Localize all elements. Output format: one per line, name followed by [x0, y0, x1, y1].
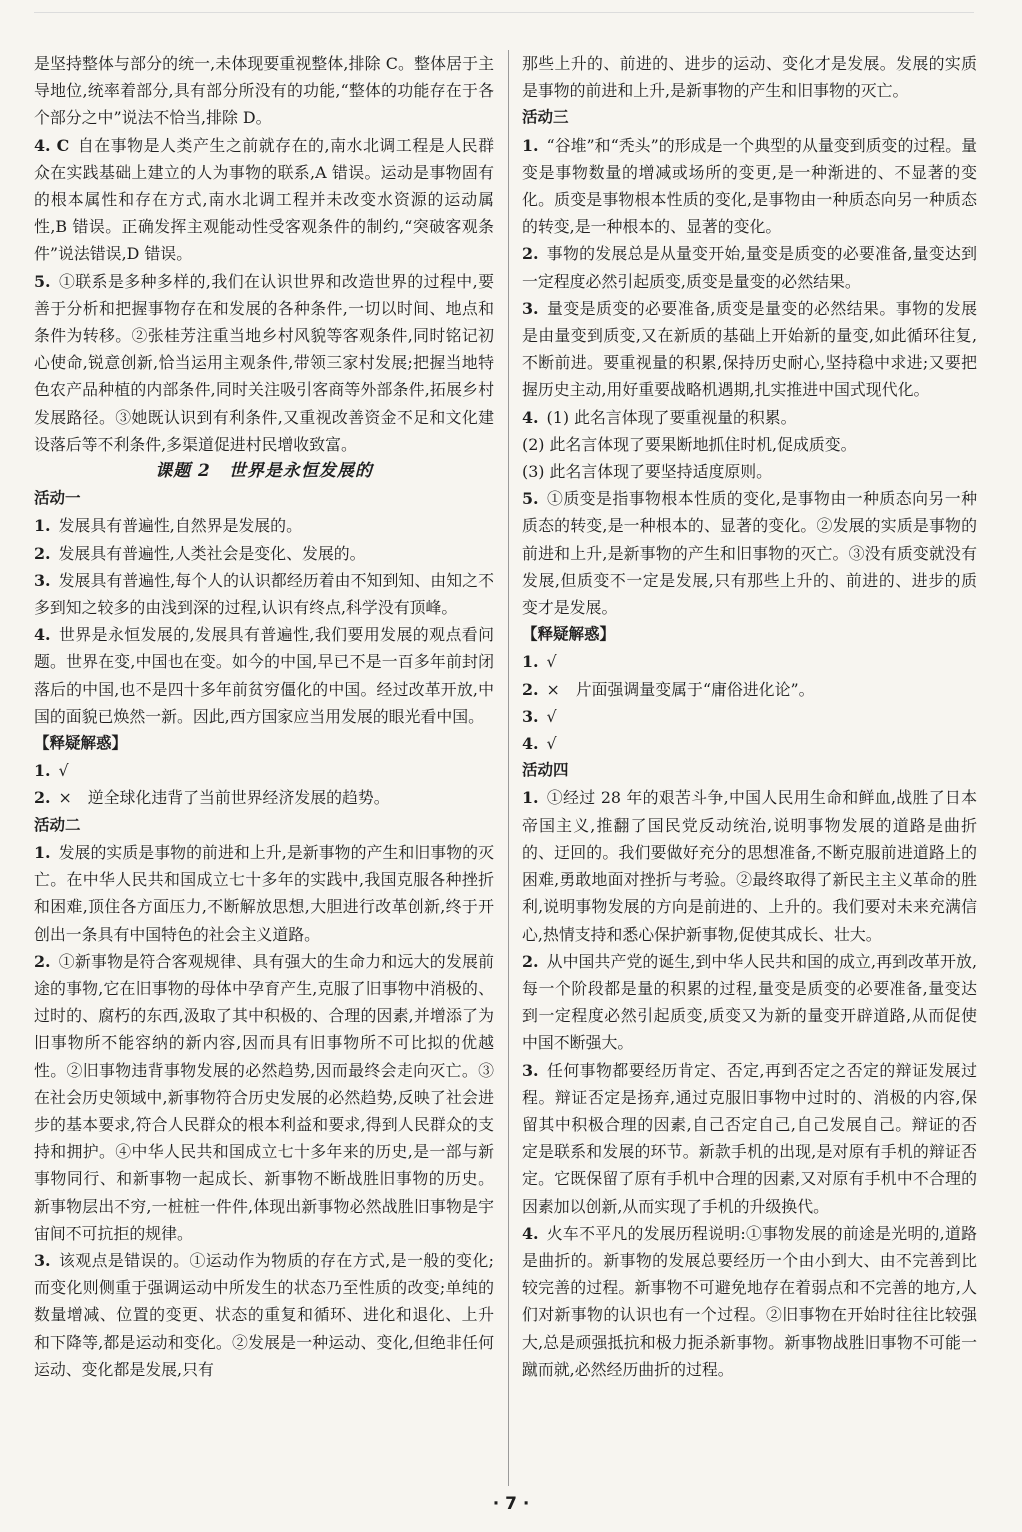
- answer-text: √: [58, 761, 69, 781]
- answer-text: √: [546, 706, 557, 726]
- answer-text: ①新事物是符合客观规律、具有强大的生命力和远大的发展前途的事物,它在旧事物的母体中孕育产生,克服了旧事物中消极的、过时的、腐朽的东西,汲取了其中积极的、合理的因素,并增添了为旧事物所不能容纳的新内容,因而具有旧事物所不可比拟的优越性。②旧事物违背事物发展的必然趋势,因而最终会走向灭亡。③在社会历史领域中,新事物符合历史发展的必然趋势,反映了社会进步的基本要求,符合人民群众的根本利益和要求,得到人民群众的支持和拥护。④中华人民共和国成立七十多年来的历史,是一部与新事物同行、和新事物一起成长、新事物不断战胜旧事物的历史。新事物层出不穷,一桩桩一件件,体现出新事物必然战胜旧事物是宇宙间不可抗拒的规律。: [34, 951, 494, 1243]
- answer-paragraph: [522, 784, 977, 947]
- answer-text: 发展具有普遍性,每个人的认识都经历着由不知到知、由知之不多到知之较多的由浅到深的过程,认识有终点,科学没有顶峰。: [34, 570, 494, 618]
- answer-number: 5.: [522, 489, 539, 509]
- answer-number: 1.: [522, 135, 539, 155]
- answer-number: 2.: [34, 543, 51, 563]
- answer-paragraph: [34, 1247, 494, 1383]
- answer-paragraph: [522, 648, 977, 675]
- section-heading: 活动一: [34, 489, 81, 508]
- answer-paragraph: [522, 404, 977, 431]
- answer-paragraph: [522, 948, 977, 1057]
- answer-number: 3.: [522, 706, 539, 726]
- answer-number: 4.: [522, 1223, 539, 1243]
- section-heading: 【释疑解惑】: [34, 734, 128, 753]
- answer-number: 3.: [34, 1250, 51, 1270]
- answer-text: 那些上升的、前进的、进步的运动、变化才是发展。发展的实质是事物的前进和上升,是新事物的产生和旧事物的灭亡。: [522, 54, 977, 101]
- answer-number: 3.: [34, 570, 51, 590]
- answer-paragraph: [522, 703, 977, 730]
- answer-text: √: [546, 652, 557, 672]
- page-number: · 7 ·: [492, 1494, 530, 1514]
- answer-number: 4.: [522, 407, 539, 427]
- right-column: [522, 50, 977, 1383]
- answer-text: √: [546, 734, 557, 754]
- answer-text: 火车不平凡的发展历程说明:①事物发展的前途是光明的,道路是曲折的。新事物的发展总要经历一个由小到大、由不完善到比较完善的过程。新事物不可避免地存在着弱点和不完善的地方,人们对新事物的认识也有一个过程。②旧事物在开始时往往比较强大,总是顽强抵抗和极力扼杀新事物。新事物战胜旧事物不可能一蹴而就,必然经历曲折的过程。: [522, 1223, 977, 1379]
- left-column: [34, 50, 494, 1383]
- answer-number: 1.: [34, 842, 51, 862]
- answer-number: 2.: [522, 679, 539, 699]
- answer-paragraph: [34, 757, 494, 784]
- answer-paragraph: [522, 485, 977, 621]
- answer-text: 量变是质变的必要准备,质变是量变的必然结果。事物的发展是由量变到质变,又在新质的基础上开始新的量变,如此循环往复,不断前进。要重视量的积累,保持历史耐心,坚持稳中求进;又要把握历史主动,用好重要战略机遇期,扎实推进中国式现代化。: [522, 298, 977, 400]
- answer-paragraph: [34, 948, 494, 1247]
- topic-title: 课题 2 世界是永恒发展的: [155, 461, 373, 482]
- answer-number: 1.: [522, 652, 539, 672]
- answer-text: ①质变是指事物根本性质的变化,是事物由一种质态向另一种质态的转变,是一种根本的、显著的变化。②发展的实质是事物的前进和上升,是新事物的产生和旧事物的灭亡。③没有质变就没有发展,但质变不一定是发展,只有那些上升的、前进的、进步的质变才是发展。: [522, 489, 977, 618]
- column-divider: [508, 50, 509, 1486]
- answer-number: 2.: [522, 951, 539, 971]
- answer-text: 从中国共产党的诞生,到中华人民共和国的成立,再到改革开放,每一个阶段都是量的积累的过程,量变是质变的必要准备,量变达到一定程度必然引起质变,质变又为新的量变开辟道路,从而促使中国不断强大。: [522, 951, 977, 1053]
- answer-text: ①经过 28 年的艰苦斗争,中国人民用生命和鲜血,战胜了日本帝国主义,推翻了国民党反动统治,说明事物发展的道路是曲折的、迂回的。我们要做好充分的思想准备,不断克服前进道路上的困难,勇敢地面对挫折与考验。②最终取得了新民主主义革命的胜利,说明事物发展的方向是前进的、上升的。我们要对未来充满信心,热情支持和悉心保护新事物,促使其成长、壮大。: [522, 788, 977, 944]
- answer-number: 1.: [34, 761, 51, 781]
- answer-number: 4.: [522, 734, 539, 754]
- answer-paragraph: [522, 240, 977, 294]
- section-heading: 活动二: [34, 815, 81, 834]
- answer-text: (1) 此名言体现了要重视量的积累。: [546, 407, 797, 427]
- answer-number: 2.: [522, 244, 539, 264]
- answer-number: 3.: [522, 1060, 539, 1080]
- answer-text: (3) 此名言体现了要坚持适度原则。: [522, 462, 773, 482]
- section-heading: 活动四: [522, 761, 569, 780]
- answer-paragraph: [522, 1057, 977, 1220]
- top-rule: [34, 12, 974, 13]
- answer-number: 2.: [34, 788, 51, 808]
- answer-paragraph: [34, 268, 494, 458]
- answer-text: 事物的发展总是从量变开始,量变是质变的必要准备,量变达到一定程度必然引起质变,质变是量变的必然结果。: [522, 244, 977, 291]
- answer-paragraph: [34, 512, 494, 539]
- answer-number: 5.: [34, 271, 51, 291]
- answer-text: 该观点是错误的。①运动作为物质的存在方式,是一般的变化;而变化则侧重于强调运动中所发生的状态乃至性质的改变;单纯的数量增减、位置的变更、状态的重复和循环、进化和退化、上升和下降等,都是运动和变化。②发展是一种运动、变化,但绝非任何运动、变化都是发展,只有: [34, 1250, 494, 1379]
- answer-paragraph: [34, 50, 494, 132]
- answer-text: 发展具有普遍性,自然界是发展的。: [58, 516, 302, 536]
- answer-paragraph: [34, 567, 494, 621]
- answer-text: 发展的实质是事物的前进和上升,是新事物的产生和旧事物的灭亡。在中华人民共和国成立七十多年的实践中,我国克服各种挫折和困难,顶住各方面压力,不断解放思想,大胆进行改革创新,终于开创出一条具有中国特色的社会主义道路。: [34, 842, 494, 944]
- answer-paragraph: [522, 676, 977, 703]
- answer-text: × 片面强调量变属于“庸俗进化论”。: [546, 679, 815, 699]
- answer-text: ①联系是多种多样的,我们在认识世界和改造世界的过程中,要善于分析和把握事物存在和发展的各种条件,一切以时间、地点和条件为转移。②张桂芳注重当地乡村风貌等客观条件,同时铭记初心使命,锐意创新,恰当运用主观条件,带领三家村发展;把握当地特色农产品种植的内部条件,同时关注吸引客商等外部条件,拓展乡村发展路径。③她既认识到有利条件,又重视改善资金不足和文化建设落后等不利条件,多渠道促进村民增收致富。: [34, 271, 494, 454]
- answer-number: 4. C: [34, 135, 70, 155]
- answer-paragraph: [522, 431, 977, 458]
- answer-paragraph: [522, 458, 977, 485]
- answer-text: “谷堆”和“秃头”的形成是一个典型的从量变到质变的过程。量变是事物数量的增减或场所的变更,是一种渐进的、不显著的变化。质变是事物根本性质的变化,是事物由一种质态向另一种质态的转变,是一种根本的、显著的变化。: [522, 135, 977, 237]
- answer-paragraph: [522, 132, 977, 241]
- answer-text: (2) 此名言体现了要果断地抓住时机,促成质变。: [522, 434, 857, 454]
- answer-text: 世界是永恒发展的,发展具有普遍性,我们要用发展的观点看问题。世界在变,中国也在变。如今的中国,早已不是一百多年前封闭落后的中国,也不是四十多年前贫穷僵化的中国。经过改革开放,中国的面貌已焕然一新。因此,西方国家应当用发展的眼光看中国。: [34, 625, 494, 726]
- answer-paragraph: [34, 839, 494, 948]
- answer-text: 任何事物都要经历肯定、否定,再到否定之否定的辩证发展过程。辩证否定是扬弃,通过克服旧事物中过时的、消极的内容,保留其中积极合理的因素,自己否定自己,自己发展自己。辩证的否定是联系和发展的环节。新款手机的出现,是对原有手机的辩证否定。它既保留了原有手机中合理的因素,又对原有手机中不合理的因素加以创新,从而实现了手机的升级换代。: [522, 1060, 977, 1216]
- answer-number: 3.: [522, 298, 539, 318]
- answer-paragraph: [522, 1220, 977, 1383]
- answer-text: × 逆全球化违背了当前世界经济发展的趋势。: [58, 788, 390, 808]
- answer-paragraph: [34, 540, 494, 567]
- answer-paragraph: [522, 730, 977, 757]
- answer-paragraph: [34, 132, 494, 268]
- answer-paragraph: [34, 621, 494, 730]
- answer-text: 自在事物是人类产生之前就存在的,南水北调工程是人民群众在实践基础上建立的人为事物的联系,A 错误。运动是事物固有的根本属性和存在方式,南水北调工程并未改变水资源的运动属性,B 错误。正确发挥主观能动性受客观条件的制约,“突破客观条件”说法错误,D 错误。: [34, 135, 494, 264]
- answer-text: 发展具有普遍性,人类社会是变化、发展的。: [58, 543, 366, 563]
- answer-number: 1.: [522, 788, 539, 808]
- answer-number: 2.: [34, 951, 51, 971]
- answer-number: 4.: [34, 625, 51, 645]
- answer-number: 1.: [34, 516, 51, 536]
- section-heading: 活动三: [522, 108, 569, 127]
- answer-paragraph: [34, 784, 494, 811]
- answer-paragraph: [522, 295, 977, 404]
- section-heading: 【释疑解惑】: [522, 625, 616, 644]
- answer-paragraph: [522, 50, 977, 104]
- answer-text: 是坚持整体与部分的统一,未体现要重视整体,排除 C。整体居于主导地位,统率着部分,具有部分所没有的功能,“整体的功能存在于各个部分之中”说法不恰当,排除 D。: [34, 54, 494, 128]
